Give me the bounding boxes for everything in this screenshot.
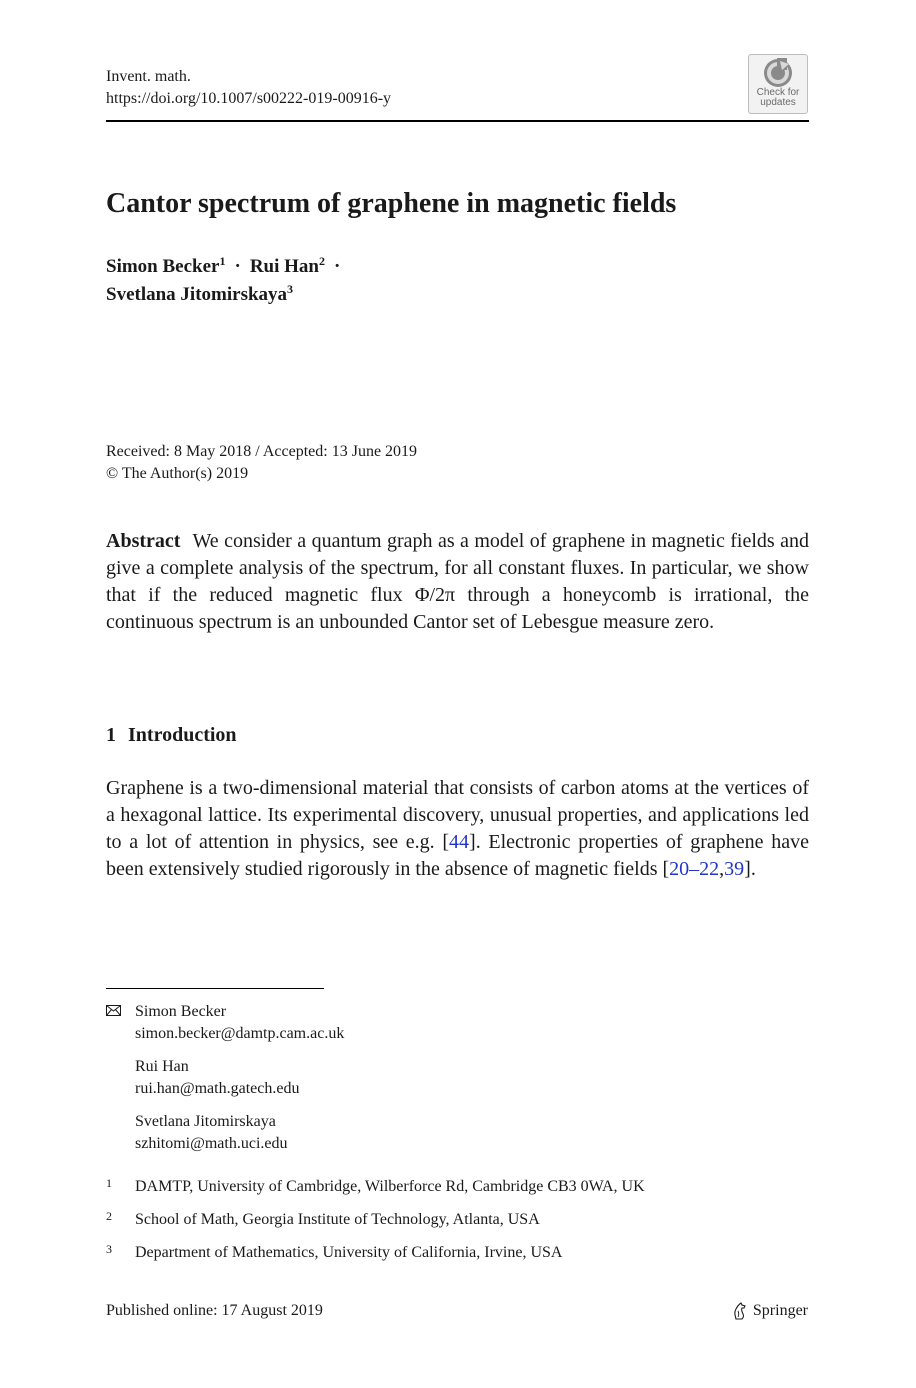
author-name: Svetlana Jitomirskaya (106, 284, 288, 305)
author-name: Simon Becker (106, 256, 220, 277)
affiliation-text: School of Math, Georgia Institute of Technology, Atlanta, USA (135, 1211, 540, 1228)
doi-link[interactable]: https://doi.org/10.1007/s00222-019-00916-y (106, 90, 392, 107)
contact-email[interactable]: szhitomi@math.uci.edu (135, 1135, 288, 1152)
section-heading (106, 722, 237, 749)
journal-name: Invent. math. (106, 68, 191, 85)
paper-title: Cantor spectrum of graphene in magnetic fields (106, 188, 677, 219)
envelope-icon (106, 1005, 121, 1016)
publisher-name: Springer (752, 1302, 808, 1319)
springer-horse-icon (732, 1302, 748, 1320)
section-number: 1 (106, 724, 116, 746)
intro-paragraph (106, 775, 809, 883)
author-separator: · (234, 256, 241, 277)
affiliations (106, 1176, 645, 1275)
affiliation-number: 1 (106, 1176, 112, 1190)
affiliation-number: 2 (106, 1209, 112, 1223)
contact-entry (106, 1056, 344, 1100)
citation-link[interactable]: 20–22 (669, 858, 720, 880)
footnote-rule (106, 988, 324, 989)
citation-link[interactable]: 44 (449, 831, 470, 853)
intro-text: ]. Electronic properties of graphene have been extensively studied rigorously in the absence of magnetic fields [ (106, 831, 809, 880)
publisher-logo (732, 1300, 808, 1322)
author-separator: · (333, 256, 341, 277)
intro-text: Graphene is a two-dimensional material that consists of carbon atoms at the vertices of a hexagonal lattice. Its experimental discovery, unusual properties, and applications led to a lot of attention in physics, see e.g. [ (106, 777, 809, 853)
contact-entry (106, 1001, 344, 1045)
author-affiliation-mark: 2 (318, 254, 325, 268)
abstract-text: We consider a quantum graph as a model of graphene in magnetic fields and give a complete analysis of the spectrum, for all constant fluxes. In particular, we show that if the reduced magnetic flux Φ/2π through a honeycomb is irrational, the continuous spectrum is an unbounded Cantor set of Lebesgue measure zero. (106, 530, 810, 633)
contact-name: Simon Becker (135, 1003, 227, 1020)
check-for-updates-badge[interactable] (748, 54, 808, 114)
badge-line-2: updates (760, 97, 796, 108)
abstract (106, 528, 809, 636)
intro-text: ]. (744, 858, 756, 880)
journal-header (106, 66, 391, 110)
check-updates-icon (763, 58, 793, 88)
author-affiliation-mark: 3 (287, 282, 294, 296)
citation-link[interactable]: 39 (724, 858, 745, 880)
publication-dates (106, 441, 417, 485)
author-affiliation-mark: 1 (219, 254, 226, 268)
contact-name: Svetlana Jitomirskaya (135, 1113, 276, 1130)
contact-email[interactable]: rui.han@math.gatech.edu (135, 1080, 300, 1097)
contact-entry (106, 1111, 344, 1155)
affiliation-item (106, 1242, 645, 1264)
affiliation-text: DAMTP, University of Cambridge, Wilberforce Rd, Cambridge CB3 0WA, UK (135, 1178, 645, 1195)
copyright: © The Author(s) 2019 (106, 465, 249, 482)
corresponding-contacts (106, 1001, 344, 1166)
affiliation-item (106, 1209, 645, 1231)
affiliation-item (106, 1176, 645, 1198)
published-online: Published online: 17 August 2019 (106, 1302, 323, 1319)
affiliation-number: 3 (106, 1242, 112, 1256)
affiliation-text: Department of Mathematics, University of California, Irvine, USA (135, 1244, 563, 1261)
section-title: Introduction (128, 724, 237, 746)
received-accepted: Received: 8 May 2018 / Accepted: 13 June 2019 (106, 443, 418, 460)
citation-separator: , (719, 858, 725, 880)
header-rule (106, 120, 809, 122)
author-name: Rui Han (249, 256, 319, 277)
contact-name: Rui Han (135, 1058, 189, 1075)
badge-line-1: Check for (756, 87, 800, 98)
abstract-label: Abstract (106, 530, 181, 552)
contact-email[interactable]: simon.becker@damtp.cam.ac.uk (135, 1025, 345, 1042)
author-list (106, 253, 349, 309)
